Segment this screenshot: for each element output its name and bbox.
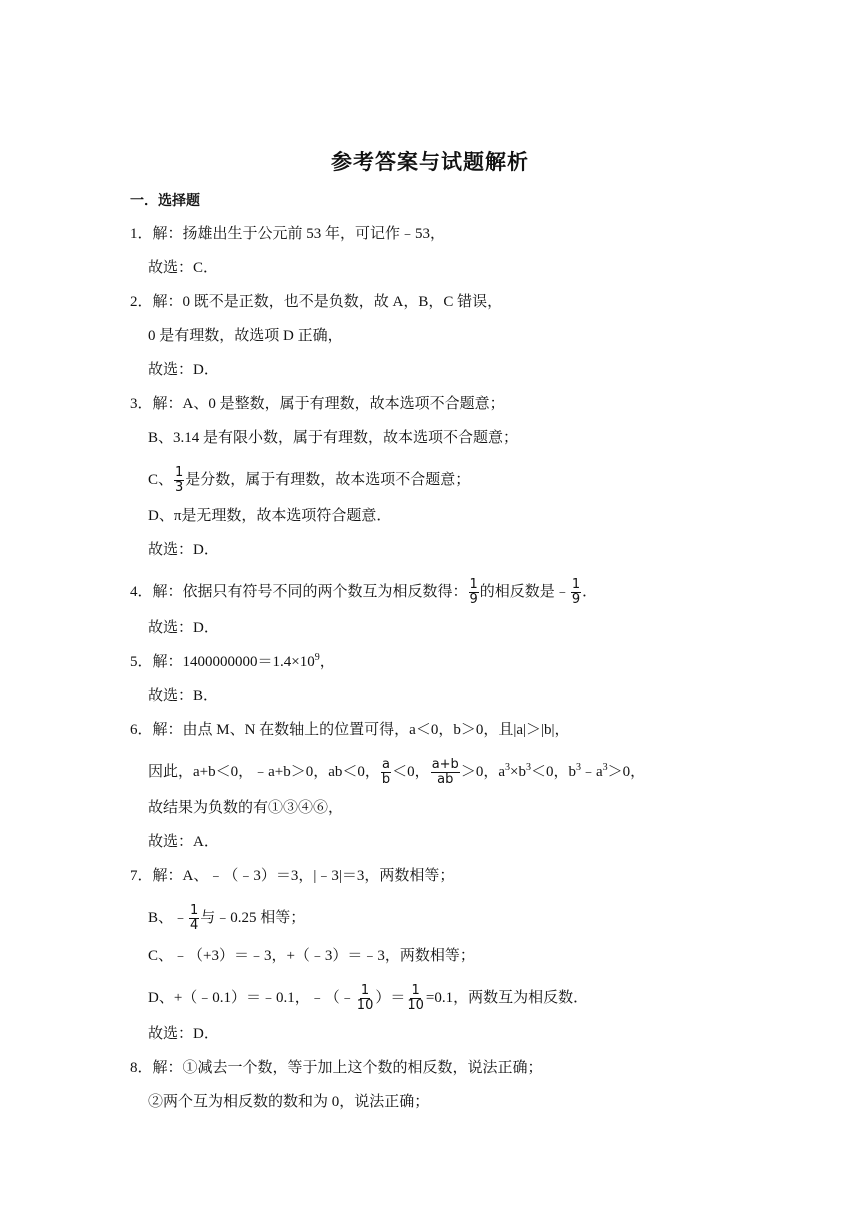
answer-7-line-3: C、﹣（+3）＝﹣3，+（﹣3）＝﹣3，两数相等； [148,948,475,964]
answer-1-choice: 故选：C． [148,260,219,276]
fraction-a-plus-b-over-ab: $\frac{a+b}{ab}$ [431,757,459,787]
answer-7-line-1: 7．解：A、﹣（﹣3）＝3，|﹣3|＝3，两数相等； [130,868,455,884]
answer-3-choice: 故选：D． [148,542,219,558]
fraction-one-tenth: $\frac{1}{10}$ [356,983,374,1013]
fraction-one-ninth: $\frac{1}{9}$ [469,577,478,607]
answer-7-line-2: B、﹣ $\frac{1}{4}$ 与﹣0.25 相等； [148,903,306,933]
fraction-one-third: $\frac{1}{3}$ [175,465,184,495]
page-title: 参考答案与试题解析 [331,150,529,174]
answer-5-choice: 故选：B． [148,688,219,704]
answer-8-line-1: 8．解：①减去一个数，等于加上这个数的相反数，说法正确； [130,1060,543,1076]
answer-2-line-1: 2．解：0 既不是正数，也不是负数，故 A，B，C 错误， [130,294,503,310]
answer-6-line-3: 故结果为负数的有①③④⑥， [148,800,344,816]
answer-5-line-1: 5．解：$1400000000=1.4\times 10^9$， [130,652,335,670]
answer-3-line-1: 3．解：A、0 是整数，属于有理数，故本选项不合题意； [130,396,505,412]
answer-6-choice: 故选：A． [148,834,219,850]
answer-2-choice: 故选：D． [148,362,219,378]
answer-6-line-1: 6．解：由点 M、N 在数轴上的位置可得，a＜0，b＞0，且|a|＞|b|， [130,722,570,738]
answer-1-line-1: 1．解：扬雄出生于公元前 53 年，可记作﹣53， [130,226,446,242]
fraction-neg-one-ninth: $\frac{1}{9}$ [571,577,581,607]
answer-3-line-3: C、 $\frac{1}{3}$ 是分数，属于有理数，故本选项不合题意； [148,465,471,495]
fraction-one-tenth-2: $\frac{1}{10}$ [407,983,424,1013]
section-heading: 一．选择题 [130,193,200,209]
answer-4-choice: 故选：D． [148,620,219,636]
fraction-one-quarter: $\frac{1}{4}$ [190,903,199,933]
answer-8-line-2: ②两个互为相反数的数和为 0，说法正确； [148,1094,430,1110]
answer-4-line-1: 4．解：依据只有符号不同的两个数互为相反数得： $\frac{1}{9}$ 的相反数是﹣ $\frac{1}{9}$ ． [130,577,598,607]
answer-3-line-4: D、π是无理数，故本选项符合题意． [148,508,392,524]
answer-2-line-2: 0 是有理数，故选项 D 正确， [148,328,343,344]
answer-6-line-2: 因此，a+b＜0，﹣a+b＞0，ab＜0， $\frac{a}{b}$ ＜0， $\frac{a+b}{ab}$ ＞0，$a^3\times b^3<0$，$b^3﹣a^3>0$， [148,757,646,787]
answer-3-line-2: B、3.14 是有限小数，属于有理数，故本选项不合题意； [148,430,519,446]
answer-7-choice: 故选：D． [148,1026,219,1042]
fraction-a-over-b: $\frac{a}{b}$ [381,757,391,787]
answer-7-line-4: D、+（﹣0.1）＝﹣0.1，﹣（﹣ $\frac{1}{10}$ ）＝ $\frac{1}{10}$ =0.1，两数互为相反数． [148,983,589,1013]
